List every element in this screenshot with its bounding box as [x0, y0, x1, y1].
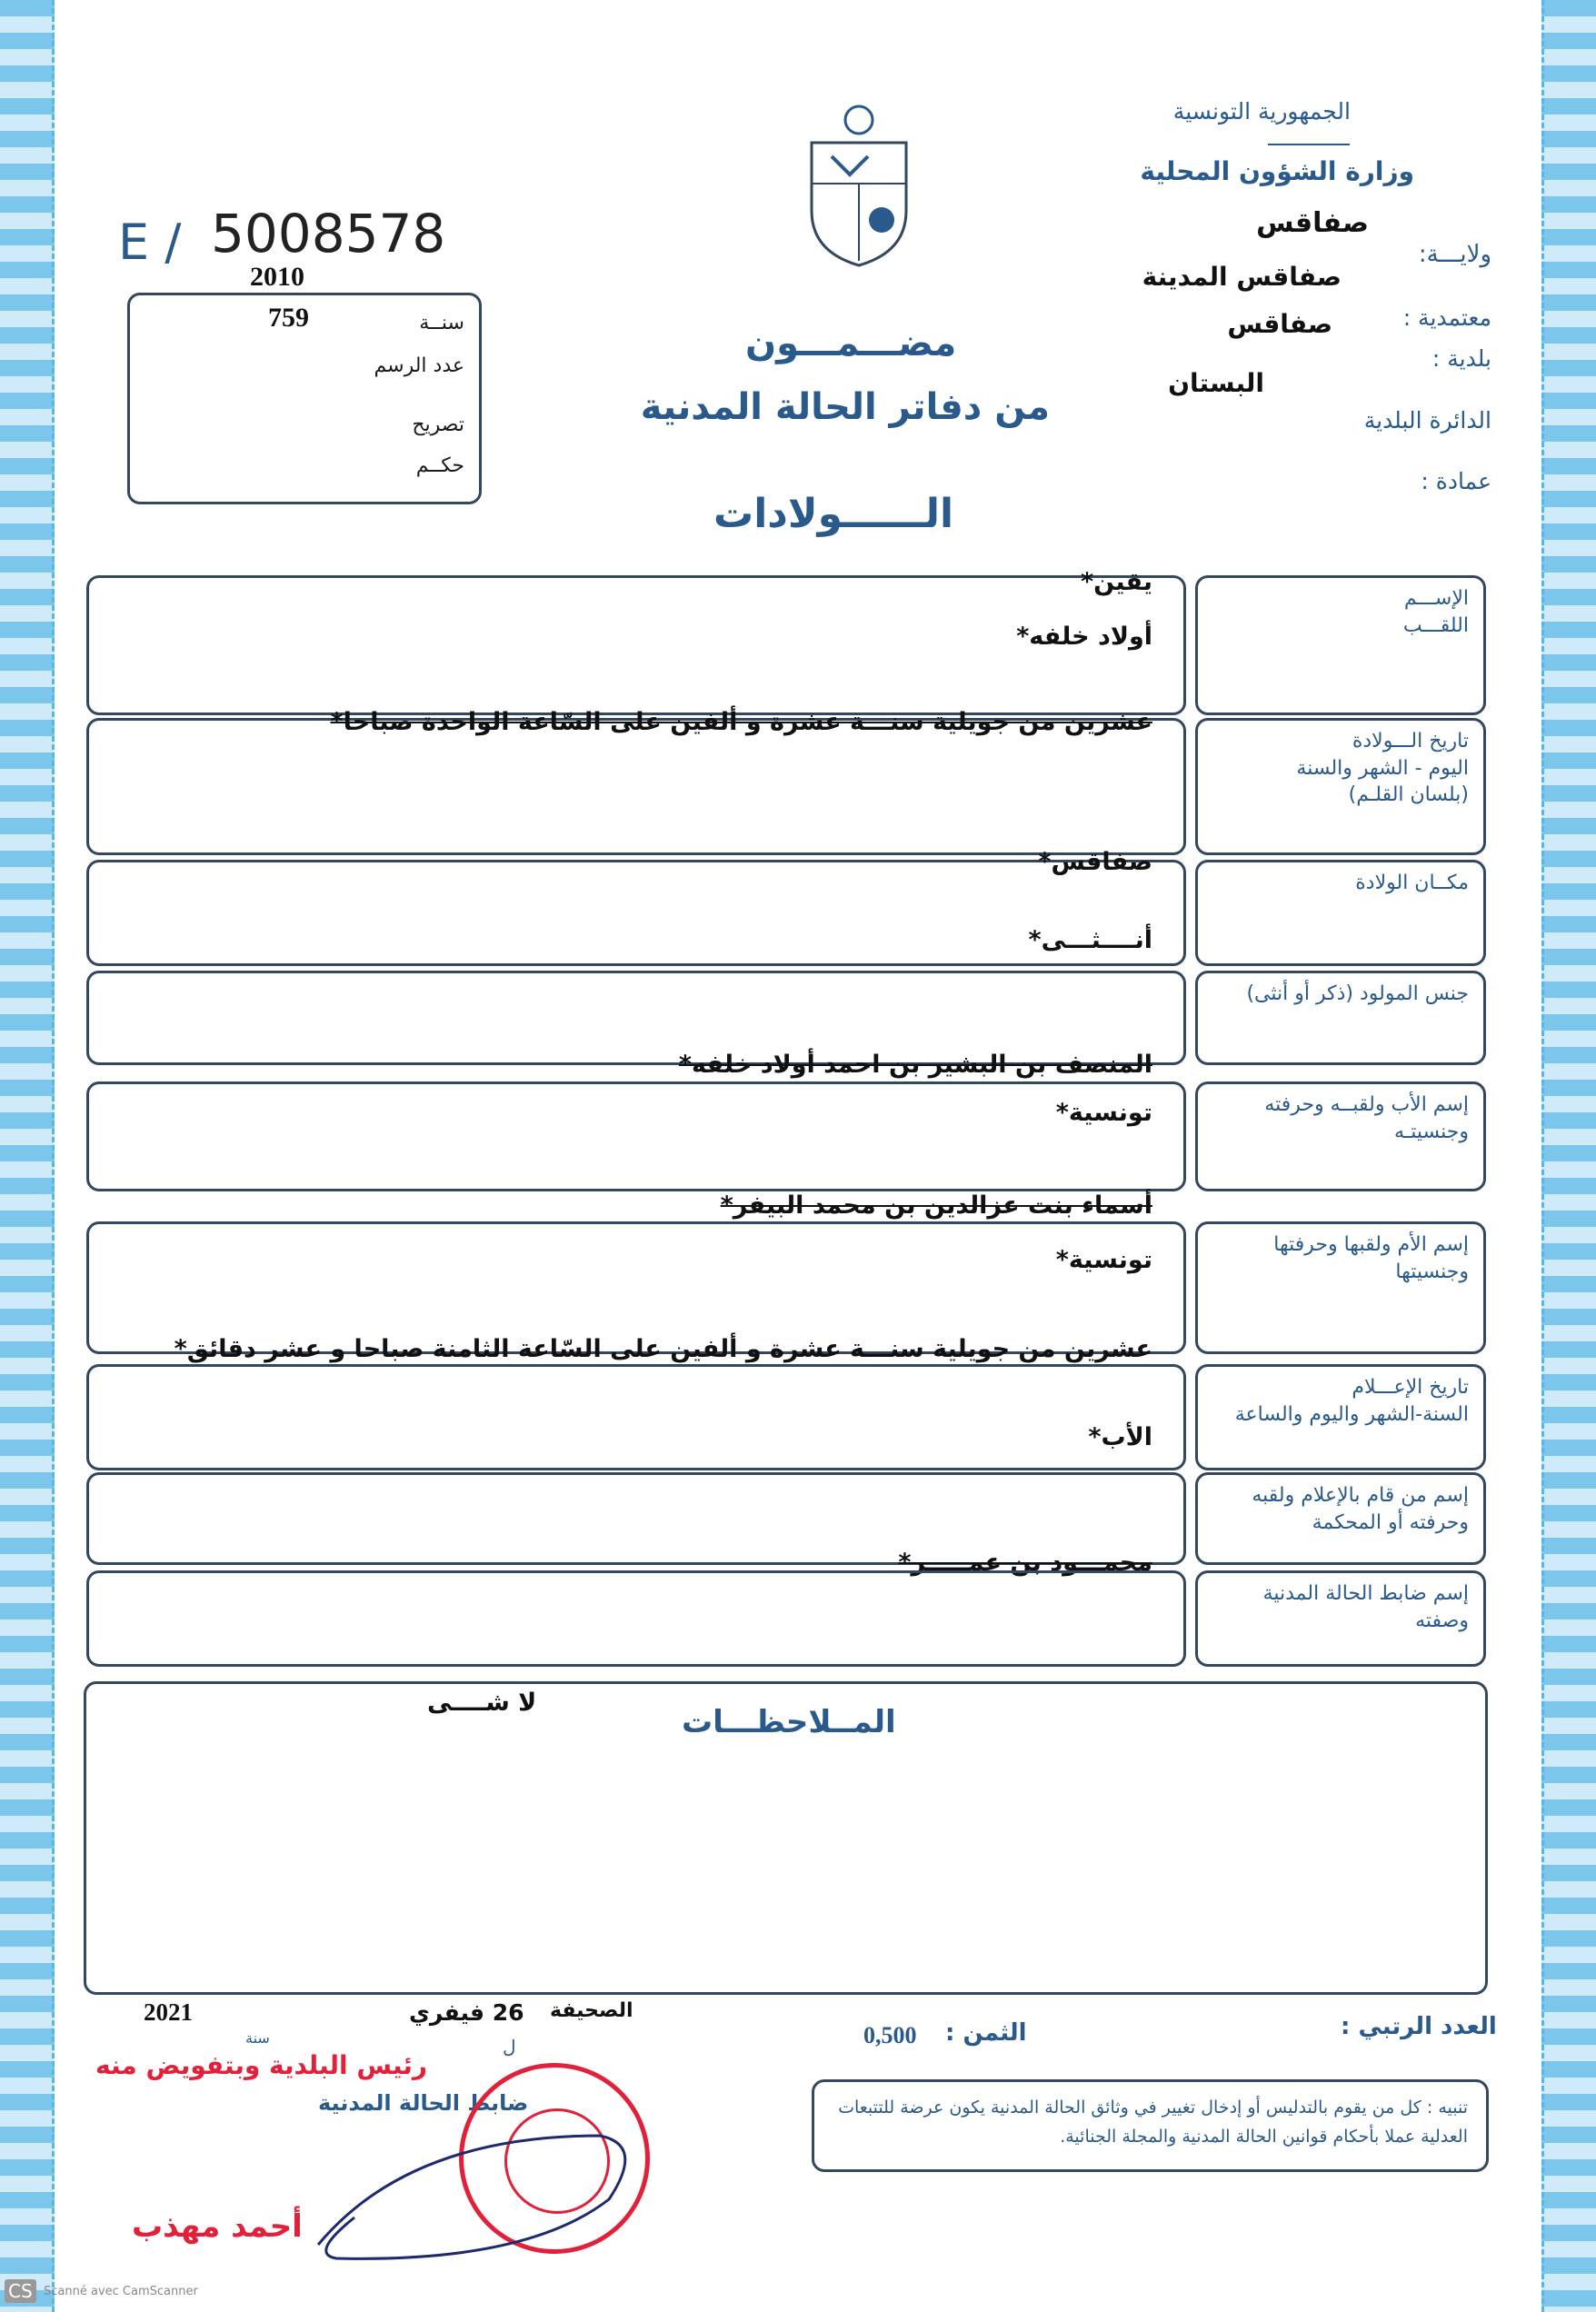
footer-page-label: الصحيفة [550, 1999, 633, 2022]
title-registers: من دفاتر الحالة المدنية [640, 386, 1050, 428]
footer-year-label: سنة [245, 2029, 270, 2047]
field-label: تاريخ الـــولادة [1352, 730, 1469, 752]
field-value: أسماء بنت عزالدين بن محمد البيفر* [720, 1191, 1152, 1220]
price-value: 0,500 [863, 2022, 917, 2048]
municipality-value: صفاقس [1227, 309, 1332, 339]
officer-label: ضابط الحالة المدنية [318, 2090, 529, 2116]
number-label: عدد الرسم [374, 354, 464, 377]
field-label: وجنسيتها [1395, 1260, 1469, 1283]
camscanner-logo: CS [5, 2279, 36, 2303]
sequence-label: العدد الرتبي : [1341, 2013, 1497, 2040]
price-label: الثمن : [945, 2019, 1027, 2047]
field-label: (بلسان القلـم) [1348, 783, 1469, 807]
field-value: تونسية* [1055, 1246, 1152, 1274]
field-value-box [86, 1081, 1186, 1191]
judgment-label: حكــم [415, 454, 464, 477]
field-label-box [1195, 1221, 1486, 1354]
field-value: أنــــثـــى* [1028, 926, 1152, 954]
field-label-box [1195, 718, 1486, 855]
field-label: وصفته [1415, 1609, 1469, 1632]
coat-of-arms-emblem [804, 102, 913, 270]
field-value: عشرين من جويلية سنـــة عشرة و ألفين على السّاعة الثامنة صباحا و عشر دقائق* [174, 1335, 1152, 1363]
serial-prefix: E / [118, 214, 182, 271]
field-label: إسم الأم ولقبها وحرفتها [1273, 1233, 1469, 1256]
field-label-box [1195, 1364, 1486, 1470]
delegation-value: صفاقس المدينة [1142, 262, 1342, 292]
field-label: السنة-الشهر واليوم والساعة [1234, 1402, 1469, 1426]
right-decorative-border [1541, 0, 1596, 2312]
field-value: صفاقس* [1038, 848, 1152, 876]
field-label-box [1195, 1570, 1486, 1667]
delegation-label: معتمدية : [1402, 304, 1491, 331]
footer-year: 2021 [144, 1998, 193, 2026]
signature-name-stamp: أحمد مهذب [132, 2208, 303, 2245]
declaration-label: تصريح [412, 414, 464, 436]
handwritten-signature [300, 2108, 654, 2272]
field-label: إسم ضابط الحالة المدنية [1262, 1582, 1469, 1605]
title-content: مضـــمـــون [745, 323, 957, 364]
divider [1268, 144, 1350, 145]
year-label: سنــة [419, 312, 464, 334]
field-label-box [1195, 1081, 1486, 1191]
governorate-value: صفاقس [1256, 207, 1369, 239]
camscanner-watermark: Scanné avec CamScanner [44, 2285, 198, 2298]
section-title-births: الــــــولادات [713, 491, 954, 537]
field-value-box [86, 860, 1186, 966]
district-value: البستان [1168, 368, 1264, 398]
field-value: عشرين من جويلية سنـــة عشرة و ألفين على السّاعة الواحدة صباحا* [330, 708, 1152, 736]
field-value-box [86, 1364, 1186, 1470]
district-label: الدائرة البلدية [1363, 407, 1491, 434]
field-label: وجنسيتـه [1393, 1120, 1469, 1143]
field-value: يقين* [1080, 568, 1152, 596]
field-label-box [1195, 860, 1486, 966]
field-label: إسم من قام بالإعلام ولقبه [1252, 1484, 1469, 1507]
field-value: تونسية* [1055, 1099, 1152, 1127]
field-label: الإســـم [1403, 587, 1469, 610]
field-label: مكــان الولادة [1355, 872, 1469, 894]
ministry-name: وزارة الشؤون المحلية [1140, 156, 1414, 186]
record-year: 2010 [250, 262, 304, 292]
serial-number: 5008578 [211, 203, 446, 264]
field-value: محمـــود بن عمـــــر* [898, 1549, 1152, 1577]
field-label-box [1195, 575, 1486, 715]
field-value-box [86, 718, 1186, 855]
field-label-box [1195, 1472, 1486, 1565]
country-name: الجمهورية التونسية [1172, 98, 1351, 125]
delegation-stamp-text: رئيس البلدية وبتفويض منه [95, 2050, 428, 2080]
left-decorative-border [0, 0, 55, 2312]
field-label: وحرفته أو المحكمة [1312, 1510, 1469, 1534]
remarks-label: المــلاحظـــات [682, 1704, 896, 1740]
imada-label: عمادة : [1421, 468, 1491, 494]
record-number: 759 [268, 303, 309, 333]
governorate-label: ولايـــة: [1418, 241, 1491, 268]
field-value: أولاد خلفه* [1016, 623, 1152, 651]
field-label: جنس المولود (ذكر أو أنثى) [1246, 982, 1469, 1005]
remarks-value: لا شــــى [427, 1689, 537, 1717]
field-label: اليوم - الشهر والسنة [1296, 756, 1469, 780]
field-label: اللقـــب [1402, 613, 1469, 637]
field-value-box [86, 1570, 1186, 1667]
municipality-label: بلدية : [1431, 345, 1491, 372]
field-label-box [1195, 971, 1486, 1065]
field-label: إسم الأب ولقبــه وحرفته [1264, 1093, 1469, 1116]
field-value: الأب* [1088, 1423, 1152, 1451]
footer-date: 26 فيفري [409, 1999, 524, 2026]
footer-in-label: ل [503, 2036, 516, 2058]
field-label: تاريخ الإعـــلام [1352, 1376, 1469, 1399]
legal-notice: تنبيه : كل من يقوم بالتدليس أو إدخال تغيير في وثائق الحالة المدنية يكون عرضة للتتبعات العدلية عملا بأحكام قوانين الحالة المدنية والمجلة الجنائية. [812, 2079, 1489, 2172]
field-value: المنصف بن البشير بن احمد أولاد خلفه* [678, 1051, 1152, 1079]
